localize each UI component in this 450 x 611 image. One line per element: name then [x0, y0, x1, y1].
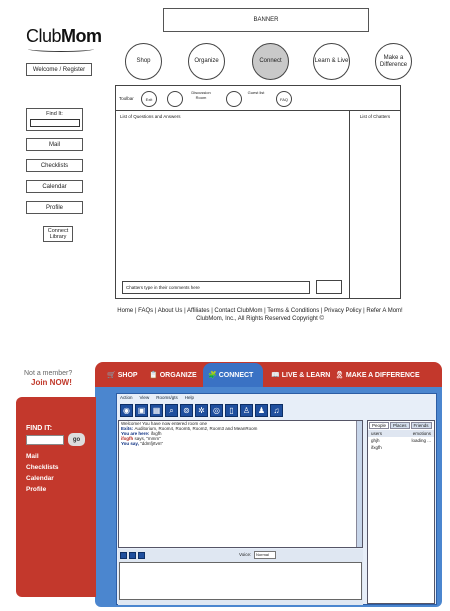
list-item[interactable] — [368, 437, 434, 444]
nav-connect-item — [208, 368, 253, 382]
nav-learn-live[interactable]: Learn & Live — [313, 43, 350, 80]
bold-icon[interactable] — [120, 552, 127, 559]
user-emotion: loading ... — [411, 438, 431, 443]
nav-shop-label: SHOP — [117, 371, 138, 379]
italic-icon[interactable] — [129, 552, 136, 559]
tool-icon-row — [117, 402, 436, 418]
chat-line-text: Auditorium, Room4, Room5, Room2, Room3 and MeanRoom — [134, 426, 258, 431]
grid-icon[interactable]: ▦ — [150, 404, 163, 417]
window-icon[interactable]: ▣ — [135, 404, 148, 417]
organize-icon: 📋 — [149, 372, 158, 379]
chatters-panel — [350, 111, 400, 298]
voice-label: Voice: — [239, 552, 252, 557]
wireframe-chat-window — [115, 85, 401, 299]
col-users: users — [371, 431, 383, 436]
col-emotions: emotions — [412, 431, 431, 436]
nav-shop[interactable]: Shop — [125, 43, 162, 80]
nav-make-difference-tab[interactable] — [335, 368, 420, 382]
nav-connect-label: CONNECT — [218, 371, 254, 379]
top-nav-bar — [95, 362, 442, 388]
nav-make-difference-label: MAKE A DIFFERENCE — [345, 371, 420, 379]
shop-icon: 🛒 — [107, 372, 116, 379]
footer-links[interactable]: Home | FAQs | About Us | Affiliates | Contact ClubMom | Terms & Conditions | Privacy Policy | Refer A Mom! — [117, 308, 403, 314]
nav-shop-tab[interactable] — [107, 368, 138, 382]
sidebar-item-mail[interactable]: Mail — [26, 453, 39, 460]
menu-bar — [117, 394, 436, 402]
banner: BANNER — [163, 8, 369, 32]
menu-action[interactable]: Action — [120, 395, 133, 400]
guest-list-label: Guest list — [247, 90, 265, 95]
left-sidebar — [16, 397, 96, 597]
chat-line-text: "ddmfjrtvm" — [140, 441, 164, 446]
puzzle-icon: 🧩 — [208, 372, 217, 379]
not-member-text: Not a member? — [24, 370, 73, 377]
person-icon[interactable]: ♙ — [240, 404, 253, 417]
nav-live-learn-tab[interactable] — [271, 368, 330, 382]
music-icon[interactable]: ♫ — [270, 404, 283, 417]
ribbon-icon: 🎗 — [335, 372, 344, 379]
tab-friends[interactable]: Friends — [411, 422, 432, 429]
chat-input[interactable] — [119, 562, 362, 600]
chat-line-prefix: Exits: — [121, 426, 135, 431]
target-icon[interactable]: ◎ — [210, 404, 223, 417]
people-tabs — [368, 421, 434, 430]
chat-line-text: says, "mmm" — [133, 436, 161, 441]
wireframe-chat-input[interactable]: Chatters type in their comments here — [122, 281, 310, 294]
chat-line — [119, 441, 362, 446]
qa-label: List of Questions and Answers — [120, 114, 181, 119]
chat-log — [118, 420, 363, 548]
nav-connect[interactable]: Connect — [252, 43, 289, 80]
door-icon[interactable]: ▯ — [225, 404, 238, 417]
side-profile-button[interactable]: Profile — [26, 201, 83, 214]
tab-people[interactable]: People — [369, 422, 389, 429]
chat-compose-area — [118, 549, 363, 605]
chat-scrollbar[interactable] — [356, 421, 362, 547]
people-panel — [367, 420, 435, 604]
side-mail-button[interactable]: Mail — [26, 138, 83, 151]
side-calendar-button[interactable]: Calendar — [26, 180, 83, 193]
logo-mom: Mom — [61, 26, 102, 46]
find-it-input[interactable] — [26, 435, 64, 445]
menu-rooms[interactable]: Rooms/gts — [156, 395, 178, 400]
menu-view[interactable]: View — [139, 395, 150, 400]
underline-icon[interactable] — [138, 552, 145, 559]
chatters-label: List of Chatters — [359, 114, 391, 119]
nav-make-difference[interactable]: Make a Difference — [375, 43, 412, 80]
chat-line-prefix: You say, — [121, 441, 141, 446]
logo-club: Club — [26, 26, 62, 46]
nav-organize[interactable]: Organize — [188, 43, 225, 80]
sidebar-item-profile[interactable]: Profile — [26, 486, 47, 493]
voice-select[interactable]: Normal — [254, 551, 276, 559]
menu-help[interactable]: Help — [184, 395, 194, 400]
walk-icon[interactable]: ♟ — [255, 404, 268, 417]
sidebar-item-calendar[interactable]: Calendar — [26, 475, 54, 482]
nav-organize-label: ORGANIZE — [159, 371, 197, 379]
toolbar-label: Toolbar — [119, 96, 134, 101]
nav-live-learn-label: LIVE & LEARN — [281, 371, 331, 379]
book-icon: 📖 — [271, 372, 280, 379]
join-now-link[interactable]: Join NOW! — [31, 378, 72, 387]
questions-answers-panel — [116, 111, 350, 298]
clubmom-logo[interactable] — [26, 26, 102, 47]
connect-library-button[interactable]: Connect Library — [43, 226, 73, 242]
settings-icon[interactable]: ✲ — [195, 404, 208, 417]
globe-icon[interactable]: ◉ — [120, 404, 133, 417]
discussion-room-button[interactable] — [167, 91, 183, 107]
live-screen — [0, 350, 450, 611]
magnifier-icon[interactable]: ⌕ — [165, 404, 178, 417]
chat-line-user: ifxgfh — [121, 436, 134, 441]
nav-organize-tab[interactable] — [149, 368, 197, 382]
go-button[interactable]: go — [68, 433, 85, 446]
chat-line-text: Welcome! You have now entered room one — [121, 421, 207, 426]
find-it-box — [26, 108, 83, 131]
footer-copyright: ClubMom, Inc., All Rights Reserved Copyright © — [196, 316, 324, 322]
footer — [90, 307, 430, 323]
find-it-label: FIND IT: — [26, 425, 53, 432]
chat-application — [116, 393, 437, 605]
nav-connect-tab[interactable] — [203, 363, 263, 387]
logo-swoosh — [28, 46, 94, 52]
user-name: ifxgfh — [371, 445, 382, 450]
welcome-register-button[interactable]: Welcome / Register — [26, 63, 92, 76]
find-it-label: Find It: — [46, 111, 63, 117]
list-item[interactable] — [368, 444, 434, 451]
discussion-room-label: Discussion Room — [191, 90, 211, 100]
sidebar-item-checklists[interactable]: Checklists — [26, 464, 59, 471]
exit-button[interactable]: Exit — [141, 91, 157, 107]
people-header — [368, 430, 434, 437]
tab-places[interactable]: Places — [390, 422, 410, 429]
find-it-input[interactable] — [30, 119, 80, 127]
wireframe-toolbar — [116, 86, 400, 111]
guest-list-button[interactable] — [226, 91, 242, 107]
chat-line-prefix: You are here: — [121, 431, 151, 436]
side-checklists-button[interactable]: Checklists — [26, 159, 83, 172]
faq-button[interactable]: FAQ — [276, 91, 292, 107]
chat-line-text: ifxgfh — [150, 431, 162, 436]
user-name: ghjh — [371, 438, 380, 443]
wireframe-send-button[interactable] — [316, 280, 342, 294]
ring-icon[interactable]: ⊚ — [180, 404, 193, 417]
